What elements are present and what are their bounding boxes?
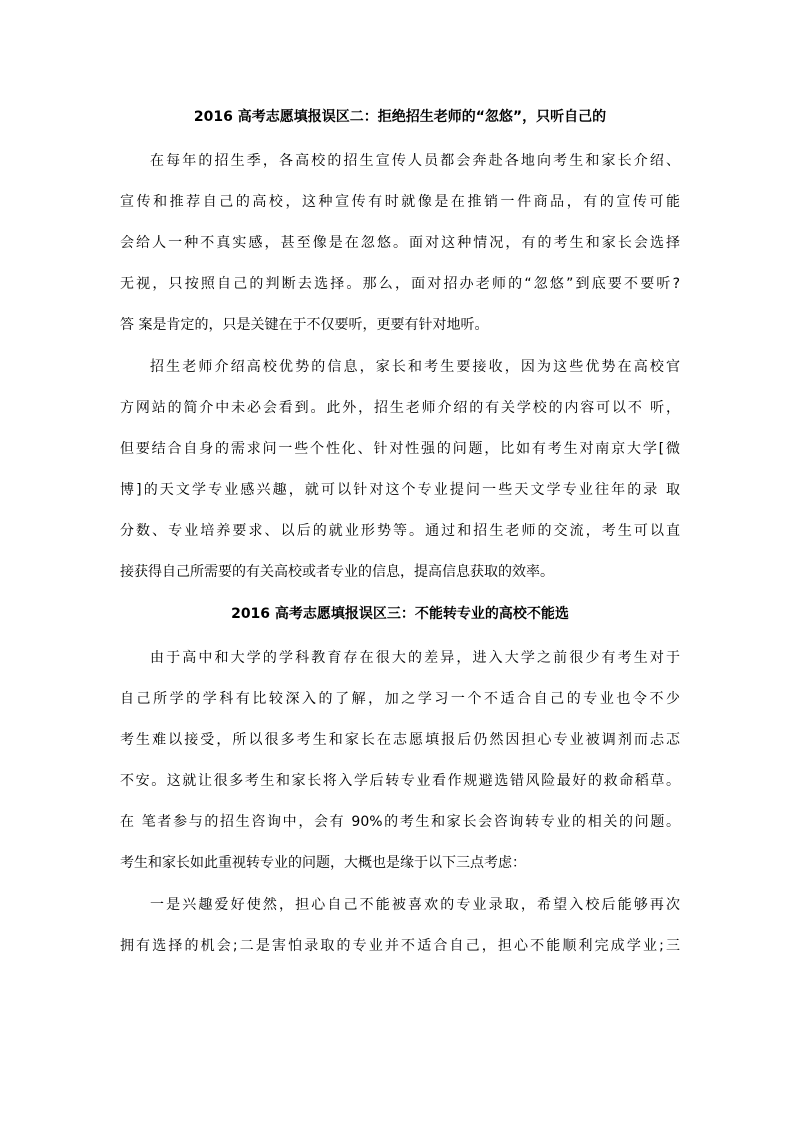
paragraph-line: 但要结合自身的需求问一些个性化、针对性强的问题，比如有考生对南京大学[微: [120, 441, 680, 457]
paragraph-line: 考生难以接受，所以很多考生和家长在志愿填报后仍然因担心专业被调剂而忐忑: [120, 732, 680, 748]
paragraph-line: 接获得自己所需要的有关高校或者专业的信息，提高信息获取的效率。: [120, 564, 554, 580]
paragraph-line: 答 案是肯定的，只是关键在于不仅要听，更要有针对地听。: [120, 317, 489, 333]
paragraph-line: 方网站的简介中未必会看到。此外，招生老师介绍的有关学校的内容可以不 听，: [120, 400, 680, 416]
section-heading-misconception-3: 2016 高考志愿填报误区三：不能转专业的高校不能选: [231, 606, 569, 622]
paragraph-line: 由于高中和大学的学科教育存在很大的差异，进入大学之前很少有考生对于: [150, 650, 680, 666]
paragraph-line: 招生老师介绍高校优势的信息，家长和考生要接收，因为这些优势在高校官: [150, 359, 680, 375]
paragraph-line: 在 笔者参与的招生咨询中，会有 90%的考生和家长会咨询转专业的相关的问题。: [120, 814, 680, 830]
paragraph-line: 博]的天文学专业感兴趣，就可以针对这个专业提问一些天文学专业往年的录 取: [120, 482, 680, 498]
paragraph-line: 在每年的招生季，各高校的招生宣传人员都会奔赴各地向考生和家长介绍、: [150, 153, 680, 169]
paragraph-line: 宣传和推荐自己的高校，这种宣传有时就像是在推销一件商品，有的宣传可能: [120, 194, 680, 210]
paragraph-line: 会给人一种不真实感，甚至像是在忽悠。面对这种情况，有的考生和家长会选择: [120, 235, 680, 251]
paragraph-line: 分数、专业培养要求、以后的就业形势等。通过和招生老师的交流，考生可以直: [120, 523, 680, 539]
paragraph-line: 拥有选择的机会;二是害怕录取的专业并不适合自己，担心不能顺利完成学业;三: [120, 938, 680, 954]
paragraph-line: 无视，只按照自己的判断去选择。那么，面对招办老师的“忽悠”到底要不要听?: [120, 276, 680, 292]
paragraph-line: 自己所学的学科有比较深入的了解，加之学习一个不适合自己的专业也令不少: [120, 691, 680, 707]
paragraph-line: 不安。这就让很多考生和家长将入学后转专业看作规避选错风险最好的救命稻草。: [120, 773, 680, 789]
section-heading-misconception-2: 2016 高考志愿填报误区二：拒绝招生老师的“忽悠”，只听自己的: [193, 109, 607, 125]
paragraph-line: 考生和家长如此重视转专业的问题，大概也是缘于以下三点考虑：: [120, 855, 526, 871]
paragraph-line: 一是兴趣爱好使然，担心自己不能被喜欢的专业录取，希望入校后能够再次: [150, 897, 680, 913]
